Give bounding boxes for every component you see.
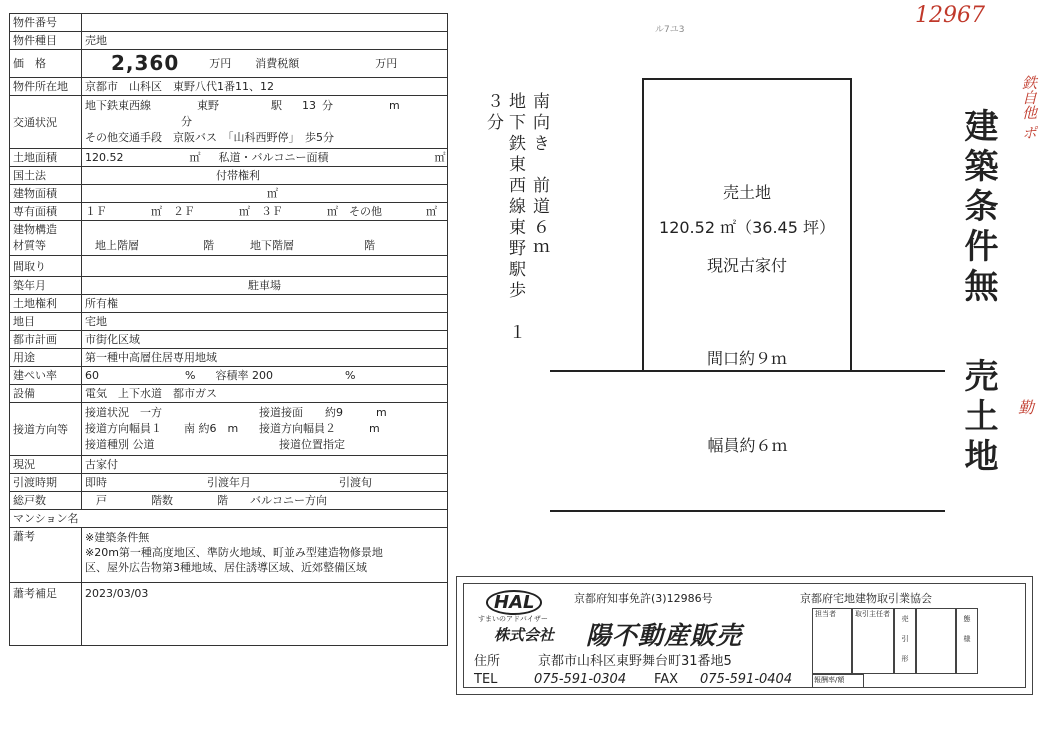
label-bukken-bangou: 物件番号: [10, 14, 82, 32]
label-madori: 間取り: [10, 256, 82, 277]
structure-kai2: 階: [364, 238, 375, 252]
handwritten-red-note: 鉄自他 ポ: [1020, 75, 1038, 140]
structure-below: 地下階層: [250, 238, 294, 252]
value-toshi: 市街化区域: [82, 331, 448, 349]
handwritten-note: ル7ユ3: [655, 25, 685, 35]
fax-label: FAX: [654, 672, 679, 687]
hal-logo: HAL: [486, 590, 542, 615]
plot-top-line: [642, 78, 852, 80]
stamp-box-5: [956, 608, 978, 674]
heading-land-for-sale: 売土地: [958, 358, 998, 478]
setsudou-r2: 接道方向幅員１ 南 約6 m: [85, 422, 239, 435]
hikiwatashi-row: [85, 476, 444, 489]
plot-title: 売土地: [722, 183, 771, 202]
plot-status: 現況古家付: [706, 256, 787, 275]
youseki-value: 容積率 200: [215, 369, 273, 382]
label-structure2: 材質等: [13, 239, 46, 252]
bikou-line2: ※20m第一種高度地区、準防火地域、町並み型建造物修景地: [85, 546, 383, 559]
label-bikou: 蕭考: [10, 528, 82, 583]
bikou-line3: 区、屋外広告物第3種地域、居住誘導区域、近郊整備区域: [85, 561, 367, 574]
label-price: 価 格: [10, 50, 82, 78]
company-name: 陽不動産販売: [586, 621, 743, 650]
stamp-box-3: [894, 608, 916, 674]
label-toshi: 都市計画: [10, 331, 82, 349]
transport-m: m: [389, 99, 400, 112]
road-top-line: [550, 370, 945, 372]
balcony-unit: ㎡: [434, 151, 446, 164]
price-value: 2,360: [111, 51, 180, 75]
company-inner: [463, 583, 1026, 688]
structure-row: [85, 225, 444, 252]
stamp-small-2: 引: [901, 635, 909, 643]
company-address: 京都市山科区東野舞台町31番地5: [538, 654, 732, 669]
plot-area: 120.52 ㎡（36.45 坪）: [659, 218, 835, 237]
license-number: 京都府知事免許(3)12986号: [574, 592, 713, 605]
label-land-area: 土地面積: [10, 149, 82, 167]
land-area-unit: ㎡: [189, 151, 201, 164]
balcony-label: 私道・バルコニー面積: [218, 151, 329, 164]
setsudou-r3: 接道種別 公道: [85, 438, 155, 451]
tel-number: 075-591-0304: [534, 672, 627, 687]
road-bottom-line: [550, 510, 945, 512]
stamp-label-2: 取引主任者: [855, 610, 890, 618]
value-hosoku: 2023/03/03: [82, 583, 448, 646]
setsudou-r2b: 接道方向幅員２ m: [259, 422, 380, 435]
hikiwatashi-value: 即時: [85, 476, 107, 489]
structure-above: 地上階層: [95, 238, 139, 252]
setsudou-r3b: 接道位置指定: [279, 438, 345, 451]
price-row: [85, 51, 444, 75]
stamp-box-1: [812, 608, 852, 674]
price-unit: 万円: [209, 57, 232, 70]
label-kokudo: 国土法: [10, 167, 82, 185]
label-kenri: 土地権利: [10, 295, 82, 313]
value-shubetsu: 売地: [82, 32, 448, 50]
stamp-small-4: 態: [963, 615, 971, 623]
land-area-row: [85, 151, 444, 164]
transport-fun2: 分: [181, 115, 192, 128]
label-mansion: マンション名: [10, 510, 448, 528]
kenpei-pct: %: [185, 369, 196, 382]
label-soko: 総戸数: [10, 492, 82, 510]
association-name: 京都府宅地建物取引業協会: [800, 592, 932, 605]
label-hikiwatashi: 引渡時期: [10, 474, 82, 492]
tax-unit: 万円: [375, 57, 398, 70]
kenpei-value: 60: [85, 369, 99, 382]
label-youto: 用途: [10, 349, 82, 367]
corp-type: 株式会社: [494, 626, 555, 644]
value-futai: 付帯権利: [82, 167, 448, 185]
stamp-box-2: [852, 608, 894, 674]
company-info-box: [456, 576, 1033, 695]
bikou-line1: ※建築条件無: [85, 531, 150, 544]
stamp-label-1: 担当者: [815, 610, 836, 618]
label-shubetsu: 物件種目: [10, 32, 82, 50]
transport-other: その他交通手段 京阪バス 「山科西野停」 歩5分: [85, 131, 334, 144]
bldg-area-unit: ㎡: [82, 185, 448, 203]
plot-frontage: 間口約９ｍ: [706, 349, 787, 368]
land-area-value: 120.52: [85, 151, 124, 164]
setsudou-row3: [85, 437, 444, 453]
label-setsudou: 接道方向等: [10, 403, 82, 456]
tel-label: TEL: [474, 672, 498, 687]
road-width: 幅員約６ｍ: [707, 436, 788, 455]
handwritten-number: 12967: [915, 3, 985, 28]
setsudou-row1: [85, 405, 444, 421]
setsudou-row2: [85, 421, 444, 437]
kenpei-row: [85, 369, 444, 382]
value-soko: 戸 階数 階 バルコニー方向: [82, 492, 448, 510]
transport-station: 東野: [197, 99, 219, 112]
property-table: [9, 13, 448, 646]
address-label: 住所: [474, 654, 501, 669]
label-structure1: 建物構造: [13, 223, 57, 236]
stamp-small-1: 売: [901, 615, 909, 623]
value-youto: 第一種中高層住居専用地域: [82, 349, 448, 367]
transport-fun: 分: [322, 99, 333, 112]
value-kenri: 所有権: [82, 295, 448, 313]
label-chimoku: 地目: [10, 313, 82, 331]
hikiwatashi-nen: 引渡年月: [207, 476, 251, 489]
label-kenpei: 建ぺい率: [10, 367, 82, 385]
heading-no-build-condition: 建築条件無: [958, 108, 998, 308]
transport-line1: [85, 98, 444, 114]
label-setsubi: 設備: [10, 385, 82, 403]
setsudou-r1b: 接道接面 約9 m: [259, 406, 387, 419]
value-genkyou: 古家付: [82, 456, 448, 474]
label-chiku: 築年月: [10, 277, 82, 295]
structure-kai: 階: [203, 238, 214, 252]
value-bukken-bangou: [82, 14, 448, 32]
land-plot-diagram: [550, 75, 950, 515]
transport-min: 13: [302, 99, 316, 112]
handwritten-red-mark: 勤: [1018, 398, 1035, 417]
label-senyu: 専有面積: [10, 203, 82, 221]
label-hosoku: 蕭考補足: [10, 583, 82, 646]
label-address: 物件所在地: [10, 78, 82, 96]
transport-eki: 駅: [271, 99, 282, 112]
stamp-box-4: [916, 608, 956, 674]
stamp-small-5: 様: [963, 635, 971, 643]
fax-number: 075-591-0404: [700, 672, 793, 687]
value-senyu: １Ｆ ㎡ ２Ｆ ㎡ ３Ｆ ㎡ その他 ㎡: [82, 203, 448, 221]
label-transport: 交通状況: [10, 96, 82, 149]
label-bldg-area: 建物面積: [10, 185, 82, 203]
value-address: 京都市 山科区 東野八代1番11、12: [82, 78, 448, 96]
direction-road-vertical: 南向き 前道６ｍ: [529, 92, 549, 260]
tax-label: 消費税額: [255, 57, 300, 70]
value-setsubi: 電気 上下水道 都市ガス: [82, 385, 448, 403]
value-parking: 駐車場: [82, 277, 448, 295]
label-genkyou: 現況: [10, 456, 82, 474]
stamp-label-fee: 報酬率/額: [814, 676, 845, 684]
hikiwatashi-shun: 引渡旬: [339, 476, 372, 489]
youseki-pct: %: [344, 369, 356, 382]
station-access-vertical: 地下鉄東西線東野駅歩 １３分: [483, 92, 525, 344]
value-chimoku: 宅地: [82, 313, 448, 331]
transport-line: 地下鉄東西線: [85, 99, 151, 112]
stamp-small-3: 形: [901, 655, 909, 663]
hal-logo-sub: すまいのアドバイザー: [478, 615, 548, 623]
stamp-box-fee: [812, 674, 864, 688]
setsudou-r1: 接道状況 一方: [85, 406, 162, 419]
